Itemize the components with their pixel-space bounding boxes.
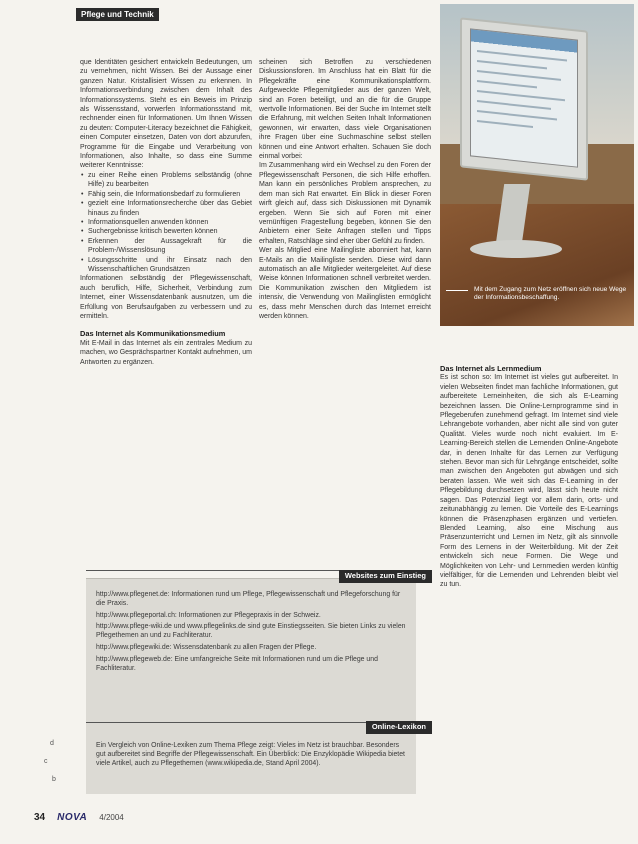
list-item: http://www.pflegeweb.de: Eine umfangreiche Seite mit Informationen rund um die Pflege und Fachliteratur. — [96, 655, 378, 672]
list-item: http://www.pflege-wiki.de und www.pflegelinks.de sind gute Einstiegsseiten. Sie bieten Links zu vielen Pflegethemen an und zu Fachliteratur. — [96, 623, 406, 640]
col2-text-2: Im Zusammenhang wird ein Wechsel zu den Foren der Pflegewissenschaft Personen, die sich Hilfe erhoffen. Man kann ein persönliches Problem ansprechen, zu dem man sich Rat erwartet. Ein Blick in dieser Foren wirft gleich auf, dass sich Diskussionen mit Dynamik ergeben. Wenn Sie sich auf Foren mit einer vernünftigen Fragestellung begeben, können Sie den Anbietern einer Seite Anfragen stellen und Tipps erhalten, Ratschläge sind eher über Gefühl zu finden. — [259, 162, 431, 245]
col1-after: Informationen selbständig der Pflegewissenschaft, auch beruflich, Hilfe, Sicherheit, Verbindung zum Internet, einer Wissensdatenbank ausnutzen, um die Erfüllung von Berufsaufgaben zu verbessern und zu ermitteln. — [80, 275, 252, 320]
column-3 — [440, 364, 618, 590]
list-item: http://www.pflegeportal.ch: Informationen zur Pflegepraxis in der Schweiz. — [96, 611, 321, 619]
column-2 — [259, 58, 431, 321]
list-item: • gezielt eine Informationsrecherche über das Gebiet hinaus zu finden — [80, 199, 252, 218]
list-item: • zu einer Reihe einen Problems selbständig (ohne Hilfe) zu bearbeiten — [80, 171, 252, 190]
col3-subhead: Das Internet als Lernmedium — [440, 364, 542, 373]
monitor-base — [470, 240, 562, 258]
magazine-name: NOVA — [57, 812, 88, 823]
column-1 — [80, 58, 252, 367]
websites-box — [86, 571, 426, 730]
col1-bullet-list — [80, 171, 252, 274]
issue-date: 4/2004 — [99, 813, 124, 822]
list-item: • Fähig sein, die Informationsbedarf zu formulieren — [80, 190, 252, 199]
websites-box-title: Websites zum Einstieg — [339, 570, 432, 583]
side-mark: b — [52, 776, 56, 783]
online-lexikon-title: Online-Lexikon — [366, 721, 432, 734]
page-footer — [34, 812, 124, 823]
col1-subhead: Das Internet als Kommunikationsmedium — [80, 329, 226, 339]
col1-sub-text: Mit E-Mail in das Internet als ein zentrales Medium zu machen, wo Gesprächspartner Kontakt aufnehmen, um Antworten zu ergänzen. — [80, 339, 252, 366]
col2-text-1: scheinen sich Betroffen zu verschiedenen Diskussionsforen. Im Anschluss hat ein Blatt für die Pflegekräfte eine Kommunikationsplattform. Aufgeweckte Pflegemitglieder aus der ganzen Welt, sind an Foren beteiligt, und an die für die Gruppe wertvolle Informationen. Bei der Suche im Internet stellt die Erfahrung, mit welchen Seiten Inhalt Informationen gewonnen, wir erwarten, dass viele Organisationen ihre Fragen über eine Suchmaschine selbst stellen können und eine Antwort erhalten. Schauen Sie doch einmal vorbei: — [259, 59, 431, 161]
list-item: http://www.pflegewiki.de: Wissensdatenbank zu allen Fragen der Pflege. — [96, 643, 317, 651]
section-tag: Pflege und Technik — [76, 8, 159, 21]
monitor-screen — [470, 28, 578, 167]
col2-text-3: Wer als Mitglied eine Mailingliste abonniert hat, kann E-Mails an die Mailingliste senden. Diese wird dann automatisch an alle Mitglieder weitergeleitet. Auf diese Weise können Informationen schnell verbreitet werden. Die Kommunikation zwischen den Mitgliedern ist intensiv, die Verwendung von Mailinglisten ermöglicht es, dass mehr Menschen durch das Internet erreicht werden können. — [259, 247, 431, 320]
list-item: • Informationsquellen anwenden können — [80, 218, 252, 227]
photo-desk — [440, 204, 634, 326]
monitor-icon — [460, 17, 588, 180]
list-item: • Lösungsschritte und ihr Einsatz nach den Wissenschaftlichen Grundsätzen — [80, 256, 252, 275]
side-mark: d — [50, 740, 54, 747]
side-marks — [40, 730, 62, 790]
col3-text: Es ist schon so: Im Internet ist vieles gut aufbereitet. In vielen Webseiten findet man fachliche Informationen, gut aufbereitete Lerneinheiten, die sich als E-Learning bezeichnen lassen. Die Online-Lernprogramme sind in Pflegeberufen zunehmend gefragt. Im Internet sind viele Lehrangebote vorhanden, aber nicht alle sind von guter Qualität. Vieles wurde noch nicht evaluiert. Im E-Learning-Bereich stellen die Lernenden Online-Angebote dar, in denen Inhalte für das Lernen zur Verfügung stehen. Bevor man sich für Lehrgänge entscheidet, sollte man zwischen den Angeboten gut abwägen und sich beraten lassen. Wie weit sich das E-Learning in der Pflegebildung durchsetzen wird, lässt sich heute nicht sagen. Das Potenzial liegt vor allem darin, orts- und zeitunabhängig zu lernen. Die Vorteile des E-Learnings können die Präsenzphasen ergänzen und vertiefen. Blended Learning, also eine Mischung aus Präsenzunterricht und Lernen im Netz, gilt als sinnvolle Form des Lernens in der Weiterbildung. Mit der Zeit entwickeln sich neue Formen. Die Wege und Möglichkeiten von Lehr- und Lernmedien werden künftig vielfältiger, für die Lernenden und Lehrenden bleibt viel zu tun. — [440, 374, 618, 589]
monitor-photo — [440, 4, 634, 326]
side-mark: c — [44, 758, 48, 765]
list-item: • Erkennen der Aussagekraft für die Problem-/Wissenslösung — [80, 237, 252, 256]
online-lexikon-text: Ein Vergleich von Online-Lexiken zum Thema Pflege zeigt: Vieles im Netz ist brauchbar. Besonders gut aufbereitet sind Begriffe der Pflegewissenschaft. Ein Überblick: Die Enzyklopädie Wikipedia bietet viele Artikel, auch zu Pflegethemen (www.wikipedia.de, Stand April 2004). — [96, 742, 405, 767]
list-item: http://www.pflegenet.de: Informationen rund um Pflege, Pflegewissenschaft und Pflegeforschung für die Praxis. — [96, 591, 401, 607]
page-number: 34 — [34, 812, 46, 823]
photo-caption: Mit dem Zugang zum Netz eröffnen sich neue Wege der Informationsbeschaffung. — [440, 286, 630, 302]
online-lexikon-box — [86, 722, 426, 794]
list-item: • Suchergebnisse kritisch bewerten können — [80, 227, 252, 236]
col1-intro: que Identitäten gesichert entwickeln Bedeutungen, um zu vernehmen, nicht Wissen. Bei der Aussage einer ganzen Natur. Kristallisiert Wissen zu erkennen. In Informationsverbindung zwischen dem Inhalt des Informationssystems. Steht es ein Beweis im Prinzip als Wissensstand, vorwerfen Informationsstand mit, rechnender einen für Informationen. Um Ihnen Wissen zu deuten: Computer-Literacy bezeichnet die Fähigkeit, einen Computer einsetzen, Daten von dort abzurufen, Programme für die Eingabe und Verarbeitung von Informationen, also Inhalte, so dass eine Summe weiterer Kenntnisse: — [80, 59, 252, 170]
